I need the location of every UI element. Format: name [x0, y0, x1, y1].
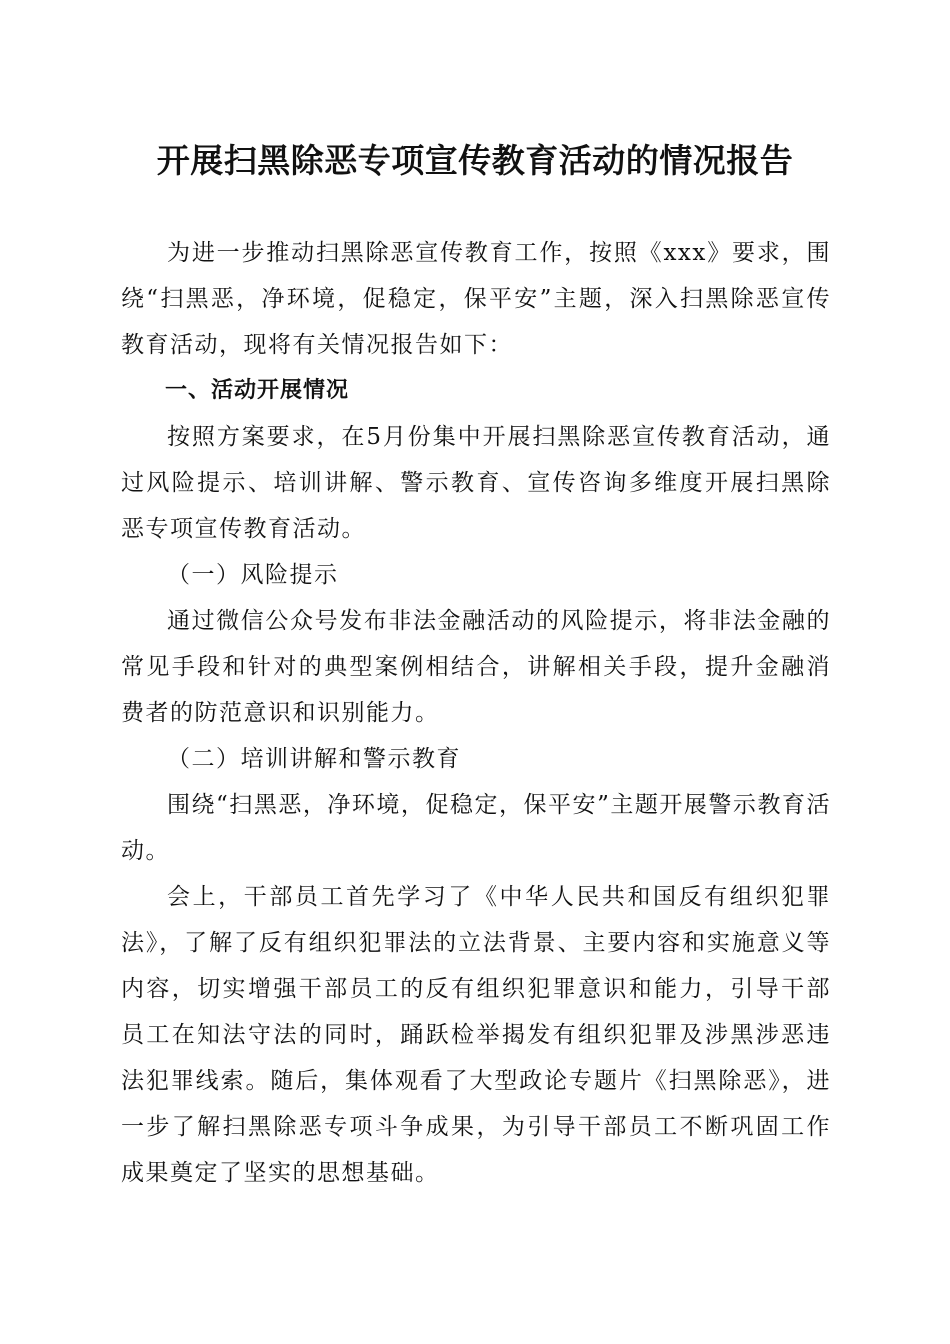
section-1-paragraph: 按照方案要求，在5月份集中开展扫黑除恶宣传教育活动，通过风险提示、培训讲解、警示教育、宣传咨询多维度开展扫黑除恶专项宣传教育活动。 [121, 424, 831, 542]
subsection-2-paragraph-1: 围绕“扫黑恶，净环境，促稳定，保平安”主题开展警示教育活动。 [121, 792, 831, 864]
document-title: 开展扫黑除恶专项宣传教育活动的情况报告 [156, 141, 794, 180]
intro-paragraph: 为进一步推动扫黑除恶宣传教育工作，按照《xxx》要求，围绕“扫黑恶，净环境，促稳定，保平安”主题，深入扫黑除恶宣传教育活动，现将有关情况报告如下： [121, 240, 831, 358]
subsection-heading-2: （二）培训讲解和警示教育 [167, 746, 461, 772]
section-heading-1: 一、活动开展情况 [165, 378, 350, 403]
subsection-heading-1: （一）风险提示 [167, 562, 339, 588]
subsection-2-paragraph-2: 会上，干部员工首先学习了《中华人民共和国反有组织犯罪法》，了解了反有组织犯罪法的立法背景、主要内容和实施意义等内容，切实增强干部员工的反有组织犯罪意识和能力，引导干部员工在知法守法的同时，踊跃检举揭发有组织犯罪及涉黑涉恶违法犯罪线索。随后，集体观看了大型政论专题片《扫黑除恶》，进一步了解扫黑除恶专项斗争成果，为引导干部员工不断巩固工作成果奠定了坚实的思想基础。 [121, 884, 831, 1186]
document-body [121, 230, 831, 1196]
subsection-1-paragraph: 通过微信公众号发布非法金融活动的风险提示，将非法金融的常见手段和针对的典型案例相结合，讲解相关手段，提升金融消费者的防范意识和识别能力。 [121, 608, 831, 726]
